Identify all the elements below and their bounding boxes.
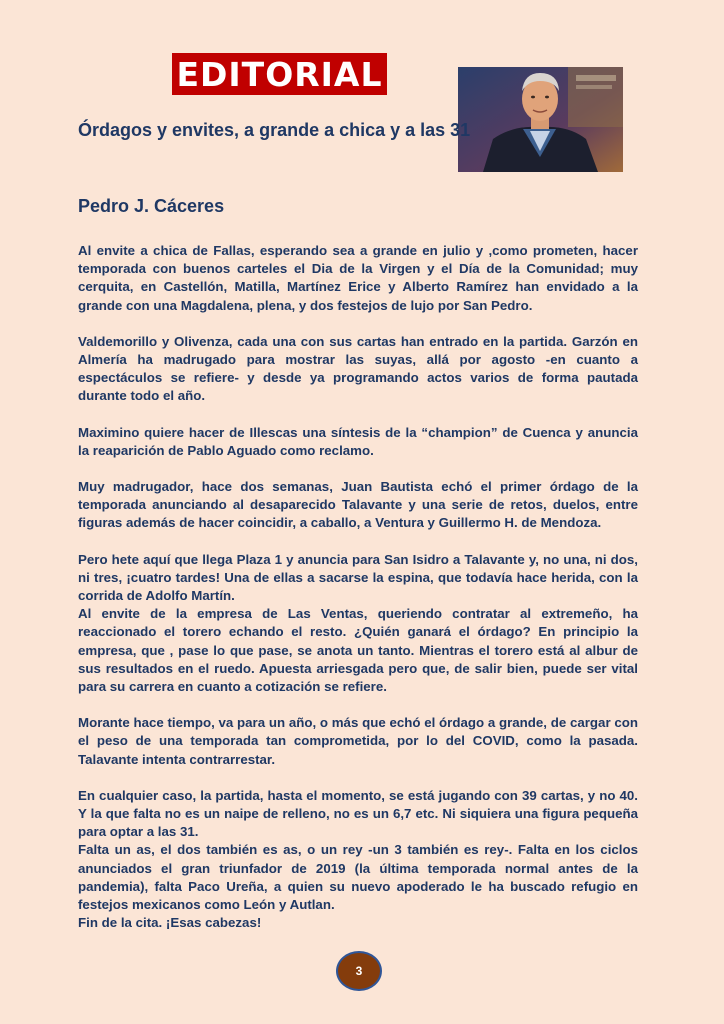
person-photo-icon: [458, 67, 623, 172]
paragraph: Muy madrugador, hace dos semanas, Juan Bautista echó el primer órdago de la temporada anunciando al desaparecido Talavante y una serie de retos, duelos, entre figuras además de hacer coincidir, a caballo, a Ventura y Guillermo H. de Mendoza.: [78, 479, 638, 531]
paragraph: Morante hace tiempo, va para un año, o más que echó el órdago a grande, de cargar con el peso de una temporada tan comprometida, por lo del COVID, como la pasada. Talavante intenta contrarrestar.: [78, 715, 638, 767]
paragraph: Al envite de la empresa de Las Ventas, queriendo contratar al extremeño, ha reaccionado el torero echando el resto. ¿Quién ganará el órdago? En principio la empresa, que , pase lo que pase, se anota un tanto. Mientras el torero está al albur de sus resultados en el ruedo. Apuesta arriesgada pero que, de salir bien, puede ser vital para su carrera en cuanto a cotización se refiere.: [78, 606, 638, 695]
paragraph: Maximino quiere hacer de Illescas una síntesis de la “champion” de Cuenca y anuncia la reaparición de Pablo Aguado como reclamo.: [78, 424, 638, 458]
page-number: 3: [336, 951, 382, 991]
paragraph: Valdemorillo y Olivenza, cada una con sus cartas han entrado en la partida. Garzón en Almería ha madrugado para mostrar las suyas, allá por agosto -en cuanto a espectáculos se refiere- y desde ya programando actos varios de forma pautada durante todo el año.: [78, 333, 638, 404]
article-body: [78, 242, 638, 933]
author-photo: [458, 67, 623, 172]
editorial-badge: EDITORIAL: [172, 53, 387, 95]
paragraph: Al envite a chica de Fallas, esperando sea a grande en julio y ,como prometen, hacer temporada con buenos carteles el Dia de la Virgen y el Día de la Comunidad; muy cerquita, en Castellón, Matilla, Martínez Erice y Alberto Ramírez han envidado a la grande con una Magdalena, plena, y dos festejos de lujo por San Pedro.: [78, 243, 638, 313]
paragraph: Fin de la cita. ¡Esas cabezas!: [78, 915, 262, 931]
paragraph: Falta un as, el dos también es as, o un rey -un 3 también es rey-. Falta en los ciclos anunciados el gran triunfador de 2019 (la última temporada normal antes de la pandemia), falta Paco Ureña, a quien su nuevo apoderado le ha buscado refugio en festejos mexicanos como León y Autlan.: [78, 842, 638, 913]
paragraph: En cualquier caso, la partida, hasta el momento, se está jugando con 39 cartas, y no 40. Y la que falta no es un naipe de relleno, no es un 6,7 etc. Ni siquiera una figura pequeña para optar a las 31.: [78, 787, 638, 840]
paragraph: Pero hete aquí que llega Plaza 1 y anuncia para San Isidro a Talavante y, no una, ni dos, ni tres, ¡cuatro tardes! Una de ellas a sacarse la espina, que todavía hace herida, con la corrida de Adolfo Martín.: [78, 551, 638, 604]
article-subtitle: Órdagos y envites, a grande a chica y a las 31: [78, 120, 471, 140]
author-name: Pedro J. Cáceres: [78, 196, 225, 216]
